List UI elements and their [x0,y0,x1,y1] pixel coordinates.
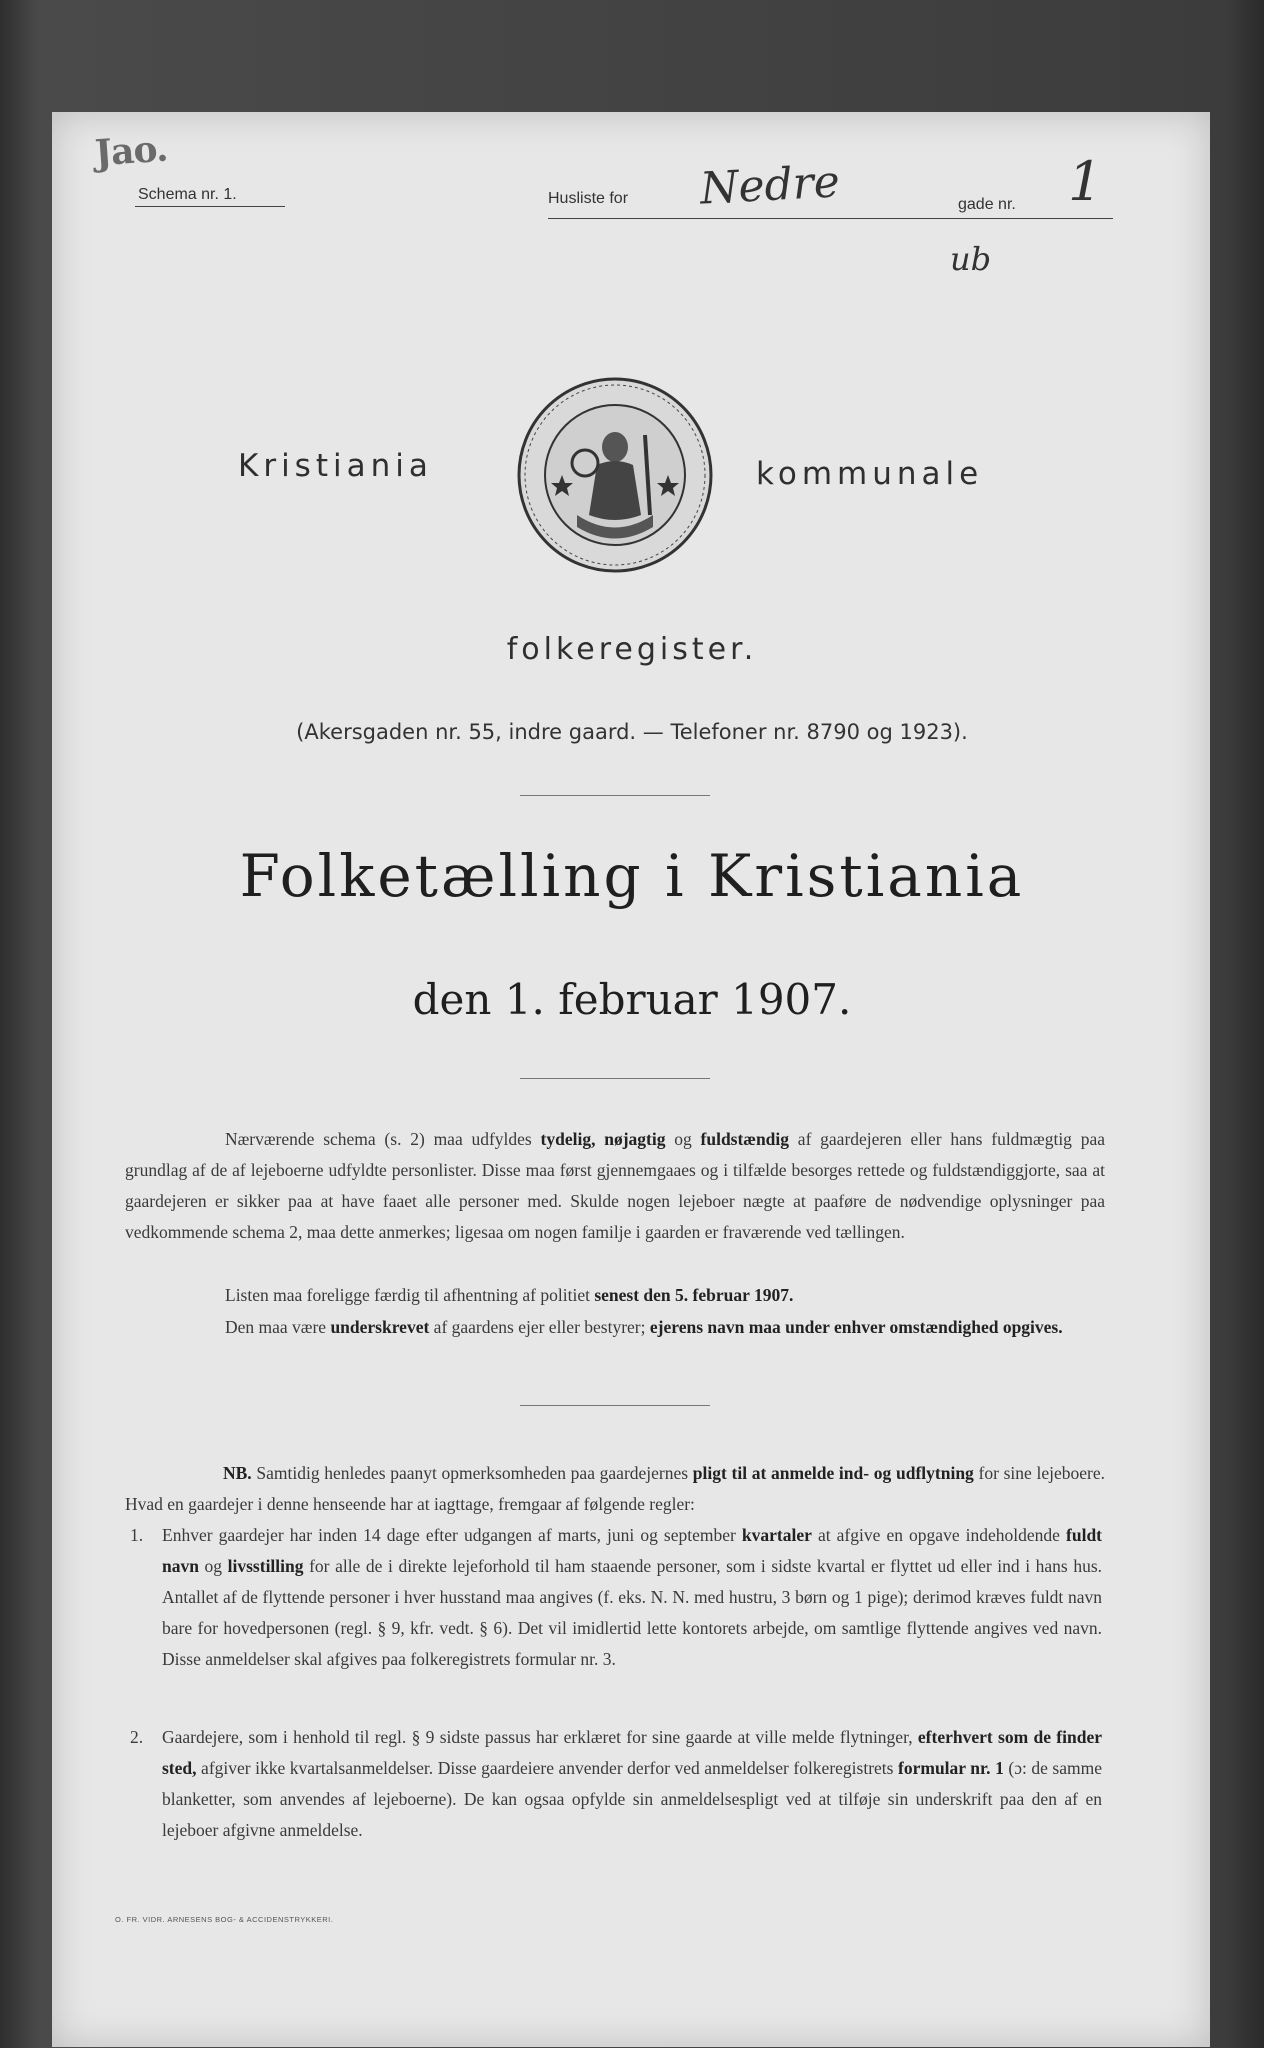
divider [520,795,710,796]
street-name-handwritten: Nedre [698,156,842,215]
census-date: den 1. februar 1907. [412,975,852,1024]
husliste-label: Husliste for [548,190,629,207]
archive-stamp: Jao. [93,127,169,175]
office-subtitle: folkeregister. [506,632,758,667]
divider [520,1078,710,1079]
printer-imprint: O. FR. VIDR. ARNESENS BOG- & ACCIDENSTRYKKERI. [115,1915,334,1924]
annotation-handwritten: ub [950,240,992,278]
city-seal-icon [505,365,725,585]
schema-label: Schema nr. 1. [138,186,237,203]
divider [520,1405,710,1406]
rule-item-2: 2. Gaardejere, som i henhold til regl. § 9 sidste passus har erklæret for sine gaarde at ville melde flytninger, efterhvert som de finder sted, afgiver ikke kvartalsanmeldelser. Disse gaardeiere anvender derfor ved anmeldelser folkeregistrets formular nr. 1 (ɔ: de samme blanketter, som anvendes af lejeboerne). De kan ogsaa opfylde sin anmeldelsespligt ved at tilføje sin underskrift paa den af en lejeboer afgivne anmeldelse. [130,1727,1103,1840]
office-address: (Akersgaden nr. 55, indre gaard. — Telefoner nr. 8790 og 1923). [296,720,968,744]
rule-item-1: 1. Enhver gaardejer har inden 14 dage efter udgangen af marts, juni og september kvartaler at afgive en opgave indeholdende fuldt navn og livsstilling for alle de i direkte lejeforhold til ham staaende personer, som i sidste kvartal er flyttet ud eller ind i hans hus. Antallet af de flyttende personer i hver husstand maa angives (f. eks. N. N. med hustru, 3 børn og 1 pige); derimod kræves fuldt navn bare for hovedpersonen (regl. § 9, kfr. vedt. § 6). Det vil imidlertid lette kontorets arbejde, om samtlige flyttende angives ved navn. Disse anmeldelser skal afgives paa folkeregistrets formular nr. 3. [130,1525,1103,1669]
husliste-underline [548,218,1113,219]
instruction-paragraph-1: Nærværende schema (s. 2) maa udfyldes tydelig, nøjagtig og fuldstændig af gaardejeren eller hans fuldmægtig paa grundlag af de af lejeboerne udfyldte personlister. Disse maa først gjennemgaaes og i tilfælde besorges rettede og fuldstændiggjorte, saa at gaardejeren er sikker paa at have faaet alle personer med. Skulde nogen lejeboer nægte at paaføre de nødvendige oplysninger paa vedkommende schema 2, maa dette anmerkes; ligesaa om nogen familje i gaarden er fraværende ved tællingen. [125,1129,1105,1242]
letterhead-left-word: Kristiania [238,448,433,484]
instruction-paragraph-3: Den maa være underskrevet af gaardens ejer eller bestyrer; ejerens navn maa under enhver omstændighed opgives. [225,1317,1063,1337]
house-number-handwritten: 1 [1068,150,1103,213]
gade-label: gade nr. [958,196,1016,213]
letterhead-right-word: kommunale [756,456,984,492]
nb-paragraph: NB. Samtidig henledes paanyt opmerksomheden paa gaardejernes pligt til at anmelde ind- og udflytning for sine lejeboere. Hvad en gaardejer i denne henseende har at iagttage, fremgaar af følgende regler: [125,1463,1106,1514]
instruction-paragraph-2: Listen maa foreligge færdig til afhentning af politiet senest den 5. februar 1907. [225,1285,794,1305]
schema-underline [135,206,285,207]
document-title: Folketælling i Kristiania [239,842,1025,910]
